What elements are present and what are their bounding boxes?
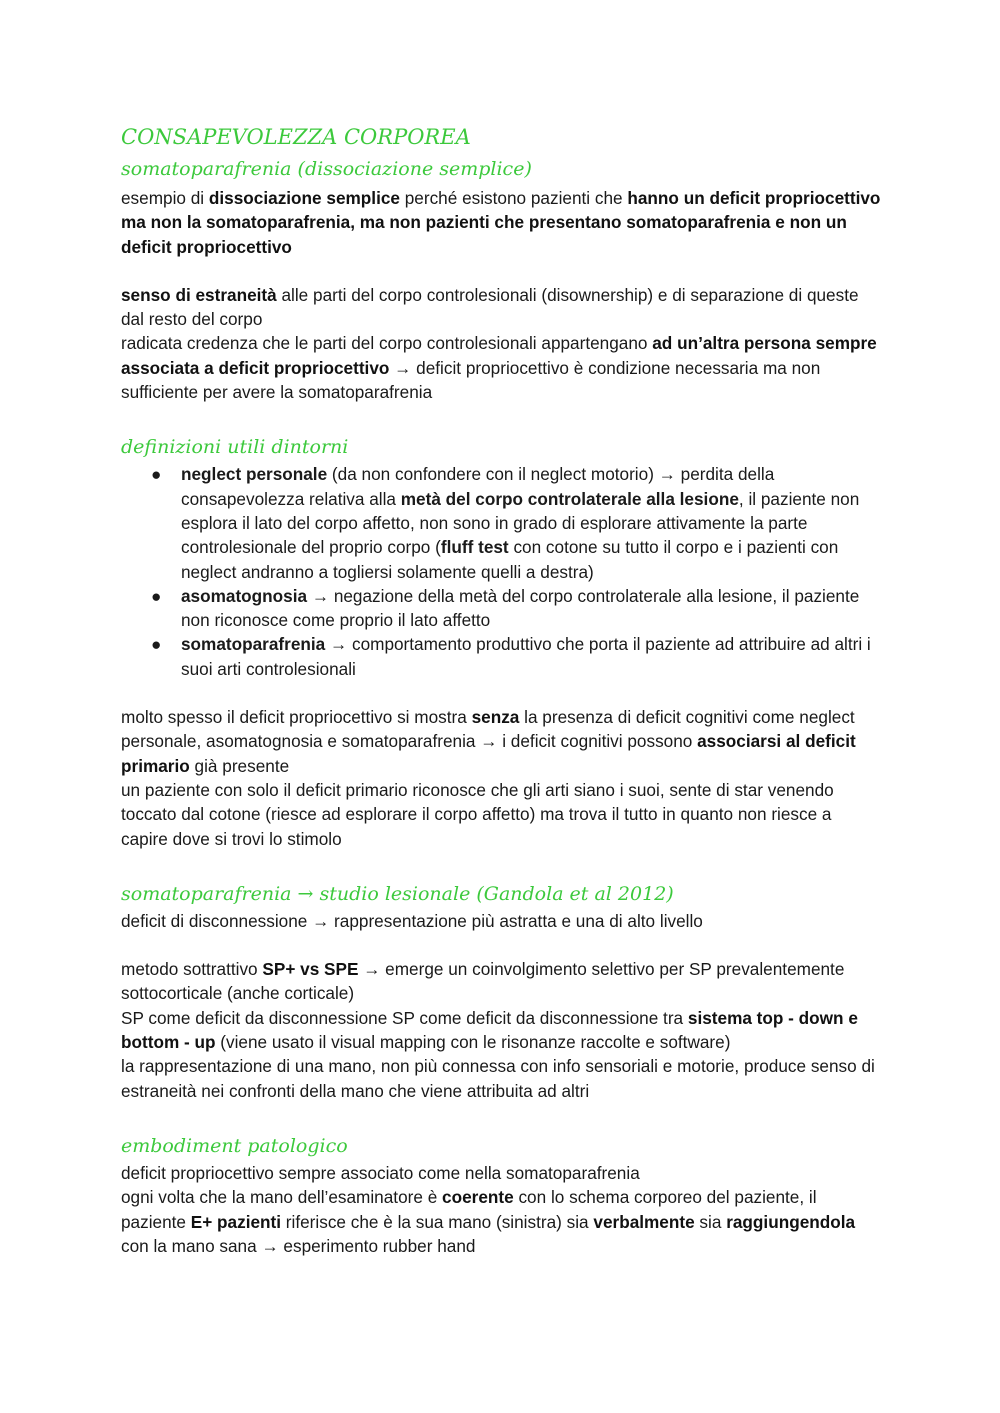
- paragraph: ogni volta che la mano dell’esaminatore è coerente con lo schema corporeo del paziente, il paziente E+ pazienti riferisce che è la sua mano (sinistra) sia verbalmente sia raggiungendola con la mano sana → esperimento rubber hand: [121, 1187, 856, 1256]
- paragraph: un paziente con solo il deficit primario riconosce che gli arti siano i suoi, sente di star venendo toccato dal cotone (riesce ad esplorare il corpo affetto) ma trova il tutto in quanto non riesce a capire dove si trovi lo stimolo: [121, 779, 834, 849]
- section-heading-definizioni: definizioni utili dintorni: [121, 436, 349, 459]
- paragraph: deficit di disconnessione → rappresentazione più astratta e una di alto livello: [121, 910, 703, 931]
- section-heading-studio-lesionale: somatoparafrenia → studio lesionale (Gandola et al 2012): [121, 882, 674, 905]
- paragraph: la rappresentazione di una mano, non più connessa con info sensoriali e motorie, produce senso di estraneità nei confronti della mano che viene attribuita ad altri: [121, 1056, 875, 1101]
- bullet-icon: ●: [151, 634, 162, 655]
- paragraph: senso di estraneità alle parti del corpo controlesionali (disownership) e di separazione di queste dal resto del corpo: [121, 284, 859, 330]
- paragraph: metodo sottrattivo SP+ vs SPE → emerge un coinvolgimento selettivo per SP prevalentemente sottocorticale (anche corticale): [121, 959, 845, 1004]
- list-item: ● somatoparafrenia → comportamento produttivo che porta il paziente ad attribuire ad altri i suoi arti controlesionali: [151, 634, 871, 679]
- document-title: CONSAPEVOLEZZA CORPOREA: [121, 125, 471, 149]
- paragraph: SP come deficit da disconnessione SP come deficit da disconnessione tra sistema top - down e bottom - up (viene usato il visual mapping con le risonanze raccolte e software): [121, 1007, 858, 1053]
- document-content: [121, 124, 881, 1258]
- paragraph: esempio di dissociazione semplice perché esistono pazienti che hanno un deficit propriocettivo ma non la somatoparafrenia, ma non pazienti che presentano somatoparafrenia e non un deficit propriocettivo: [121, 188, 881, 257]
- bullet-icon: ●: [151, 585, 162, 606]
- paragraph: radicata credenza che le parti del corpo controlesionali appartengano ad un’altra persona sempre associata a deficit propriocettivo → deficit propriocettivo è condizione necessaria ma non sufficiente per avere la somatoparafrenia: [121, 333, 877, 403]
- paragraph: molto spesso il deficit propriocettivo si mostra senza la presenza di deficit cognitivi come neglect personale, asomatognosia e somatoparafrenia → i deficit cognitivi possono associarsi al deficit primario già presente: [121, 707, 856, 776]
- list-item: ● neglect personale (da non confondere con il neglect motorio) → perdita della consapevolezza relativa alla metà del corpo controlaterale alla lesione, il paziente non esplora il lato del corpo affetto, non sono in grado di esplorare attivamente la parte controlesionale del proprio corpo (fluff test con cotone su tutto il corpo e i pazienti con neglect andranno a togliersi solamente quelli a destra): [151, 464, 860, 582]
- list-item: ● asomatognosia → negazione della metà del corpo controlaterale alla lesione, il paziente non riconosce come proprio il lato affetto: [151, 585, 860, 631]
- definitions-list: [121, 462, 881, 681]
- section-heading-embodiment: embodiment patologico: [121, 1134, 348, 1157]
- paragraph: deficit propriocettivo sempre associato come nella somatoparafrenia: [121, 1162, 640, 1183]
- bullet-icon: ●: [151, 464, 162, 485]
- section-heading-somatoparafrenia: somatoparafrenia (dissociazione semplice): [121, 158, 532, 180]
